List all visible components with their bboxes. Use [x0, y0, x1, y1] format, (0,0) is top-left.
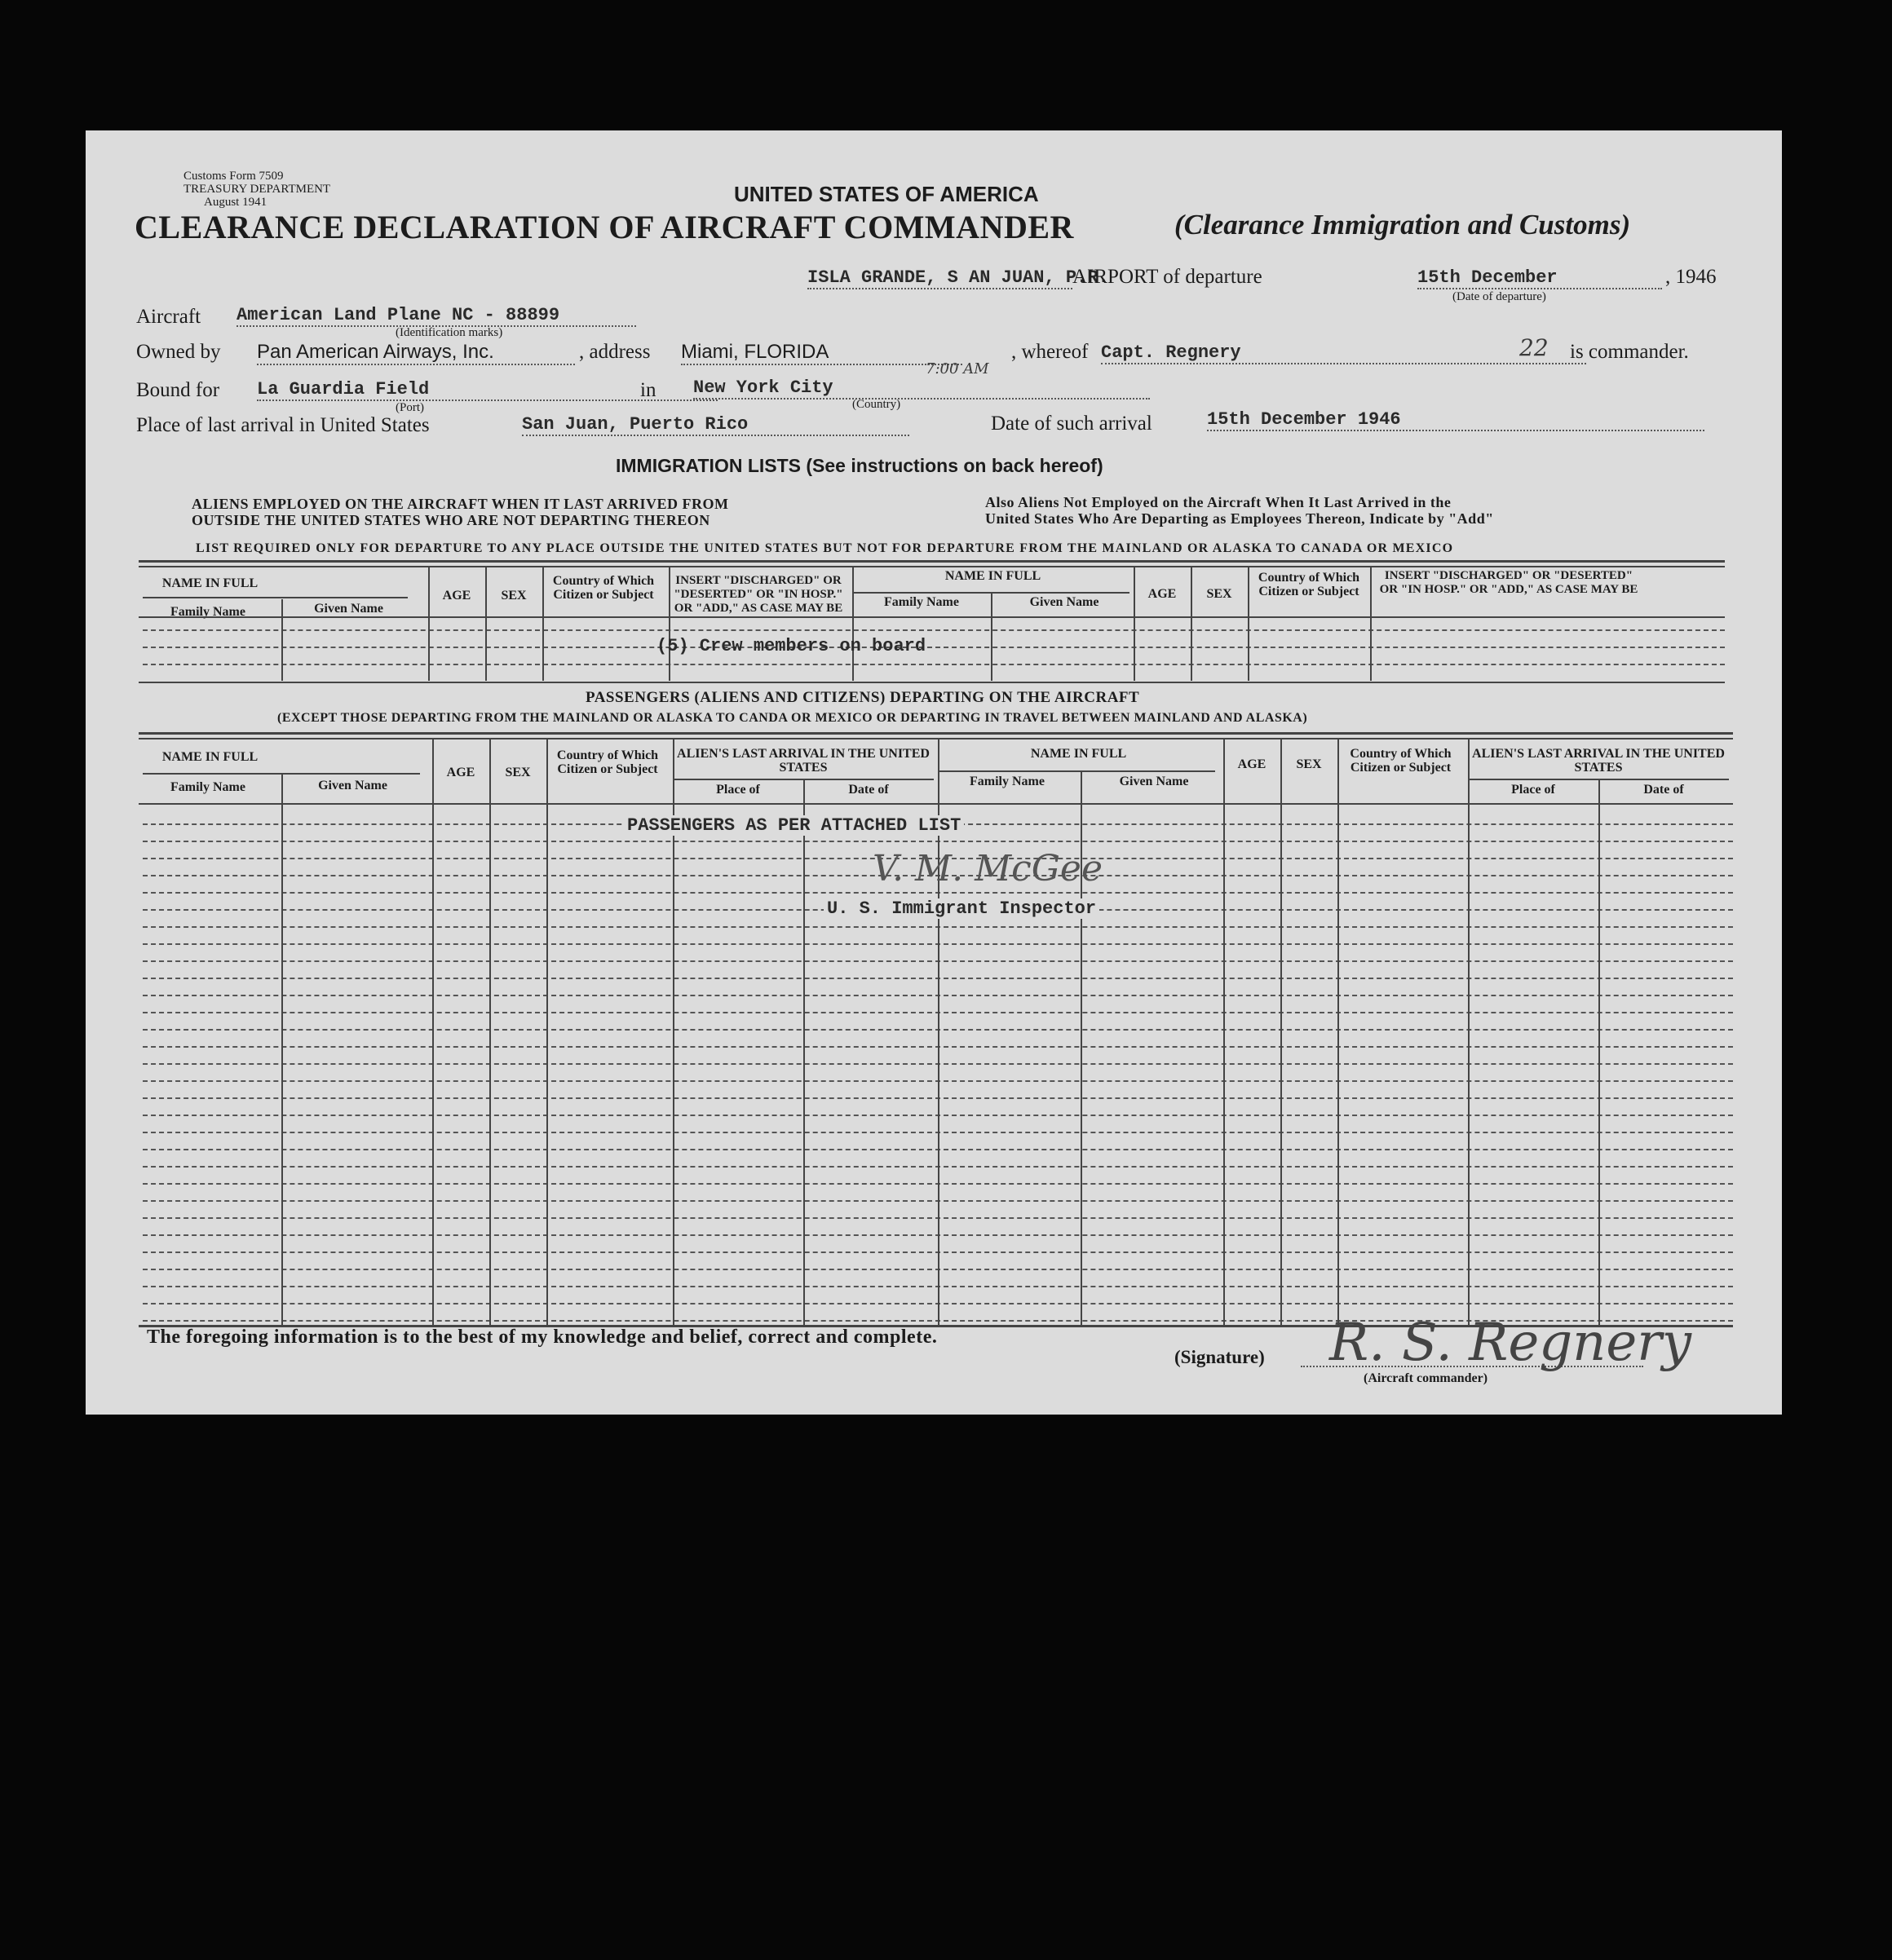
pass-col-family-name: Family Name	[170, 780, 245, 794]
last-arrival-value: San Juan, Puerto Rico	[522, 414, 909, 436]
page-subtitle: (Clearance Immigration and Customs)	[1174, 209, 1631, 241]
passengers-heading: PASSENGERS (ALIENS AND CITIZENS) DEPARTING ON THE AIRCRAFT	[586, 689, 1140, 706]
crew-left-caption	[192, 496, 728, 528]
airport-of-departure-label: AIRPORT of departure	[1072, 266, 1262, 288]
immigration-lists-heading: IMMIGRATION LISTS (See instructions on back hereof)	[616, 455, 1103, 476]
departure-airport-value: ISLA GRANDE, S AN JUAN, P.R.	[807, 267, 1109, 288]
crew-col-given-name-right: Given Name	[1029, 595, 1099, 609]
pass-col-last-arrival: ALIEN'S LAST ARRIVAL IN THE UNITED STATES	[677, 747, 930, 775]
crew-entry: (5) Crew members on board	[656, 636, 926, 656]
pass-col-family-name-right: Family Name	[970, 775, 1045, 788]
crew-col-sex-right: SEX	[1206, 587, 1232, 601]
department: TREASURY DEPARTMENT	[183, 183, 331, 196]
commander-number: 22	[1519, 334, 1549, 361]
crew-col-name-in-full: NAME IN FULL	[161, 576, 259, 590]
crew-right-caption	[985, 494, 1494, 527]
crew-col-age: AGE	[442, 589, 471, 603]
port-caption: (Port)	[396, 401, 424, 414]
crew-col-family-name-right: Family Name	[884, 595, 959, 609]
crew-left-caption-line-2: OUTSIDE THE UNITED STATES WHO ARE NOT DEPARTING THEREON	[192, 512, 710, 528]
departure-time-note: 7:00 AM	[926, 360, 989, 377]
aircraft-label: Aircraft	[136, 306, 201, 328]
crew-right-caption-line-2: United States Who Are Departing as Employees Thereon, Indicate by "Add"	[985, 510, 1494, 527]
crew-right-caption-line-1: Also Aliens Not Employed on the Aircraft When It Last Arrived in the	[985, 494, 1452, 510]
crew-col-name-in-full-right: NAME IN FULL	[944, 569, 1041, 583]
pass-col-name-in-full: NAME IN FULL	[161, 750, 259, 764]
country-value: New York City	[693, 377, 1150, 400]
pass-col-age-right: AGE	[1237, 757, 1266, 771]
crew-col-sex: SEX	[501, 589, 527, 603]
pass-col-given-name: Given Name	[318, 779, 387, 792]
is-commander-label: is commander.	[1570, 341, 1689, 363]
departure-date-value: 15th December	[1417, 267, 1662, 289]
whereof-label: , whereof	[1011, 341, 1089, 363]
commander-value: Capt. Regnery	[1101, 342, 1586, 364]
pass-col-date-of: Date of	[848, 783, 889, 797]
date-of-departure-caption: (Date of departure)	[1452, 290, 1546, 303]
inspector-signature: V. M. McGee	[873, 848, 1103, 890]
in-label: in	[640, 379, 656, 401]
owner-value: Pan American Airways, Inc.	[257, 341, 575, 365]
owned-by-label: Owned by	[136, 341, 221, 363]
pass-col-age: AGE	[446, 766, 475, 779]
pass-col-sex: SEX	[505, 766, 531, 779]
country-caption: (Country)	[852, 398, 901, 411]
pass-col-country: Country of Which Citizen or Subject	[556, 748, 659, 776]
commander-signature: R. S. Regnery	[1329, 1313, 1691, 1373]
pass-col-place-of: Place of	[716, 783, 760, 797]
aircraft-commander-caption: (Aircraft commander)	[1364, 1371, 1488, 1385]
form-number: Customs Form 7509	[183, 170, 284, 183]
pass-col-country-right: Country of Which Citizen or Subject	[1350, 747, 1452, 775]
country-title: UNITED STATES OF AMERICA	[734, 182, 1039, 206]
passengers-attached-stamp: PASSENGERS AS PER ATTACHED LIST	[624, 815, 964, 836]
date-of-arrival-label: Date of such arrival	[991, 413, 1152, 435]
list-required-note: LIST REQUIRED ONLY FOR DEPARTURE TO ANY PLACE OUTSIDE THE UNITED STATES BUT NOT FOR DEPARTURE FROM THE MAINLAND OR ALASKA TO CANADA OR MEXICO	[196, 541, 1454, 555]
crew-col-country-right: Country of Which Citizen or Subject	[1258, 571, 1360, 598]
bound-for-label: Bound for	[136, 379, 220, 401]
form-date: August 1941	[204, 196, 267, 209]
crew-col-insert-right: INSERT "DISCHARGED" OR "DESERTED" OR "IN HOSP." OR "ADD," AS CASE MAY BE	[1379, 569, 1638, 596]
inspector-stamp: U. S. Immigrant Inspector	[824, 898, 1099, 919]
crew-col-insert: INSERT "DISCHARGED" OR "DESERTED" OR "IN HOSP." OR "ADD," AS CASE MAY BE	[674, 574, 843, 615]
pass-col-sex-right: SEX	[1296, 757, 1322, 771]
crew-left-caption-line-1: ALIENS EMPLOYED ON THE AIRCRAFT WHEN IT LAST ARRIVED FROM	[192, 496, 729, 512]
crew-col-given-name: Given Name	[314, 602, 383, 616]
identification-marks-caption: (Identification marks)	[396, 326, 503, 339]
arrival-date-value: 15th December 1946	[1207, 409, 1704, 431]
aircraft-value: American Land Plane NC - 88899	[236, 305, 636, 327]
departure-year: , 1946	[1665, 266, 1717, 288]
last-arrival-label: Place of last arrival in United States	[136, 414, 430, 436]
crew-col-country: Country of Which Citizen or Subject	[552, 574, 655, 602]
pass-col-name-in-full-right: NAME IN FULL	[1030, 747, 1127, 761]
passengers-note: (EXCEPT THOSE DEPARTING FROM THE MAINLAND OR ALASKA TO CANDA OR MEXICO OR DEPARTING IN TRAVEL BETWEEN MAINLAND AND ALASKA)	[277, 711, 1308, 725]
clearance-declaration-form	[86, 130, 1782, 1415]
port-value: La Guardia Field	[257, 379, 718, 401]
pass-col-last-arrival-right: ALIEN'S LAST ARRIVAL IN THE UNITED STATES	[1472, 747, 1725, 775]
crew-col-family-name: Family Name	[170, 605, 245, 619]
crew-col-age-right: AGE	[1147, 587, 1177, 601]
address-value: Miami, FLORIDA	[681, 341, 962, 365]
address-label: , address	[579, 341, 651, 363]
pass-col-date-of-right: Date of	[1643, 783, 1684, 797]
pass-col-given-name-right: Given Name	[1119, 775, 1189, 788]
signature-label: (Signature)	[1174, 1347, 1265, 1367]
certification-statement: The foregoing information is to the best of my knowledge and belief, correct and complete.	[147, 1327, 938, 1348]
pass-col-place-of-right: Place of	[1511, 783, 1555, 797]
page-title: CLEARANCE DECLARATION OF AIRCRAFT COMMANDER	[135, 209, 1074, 245]
